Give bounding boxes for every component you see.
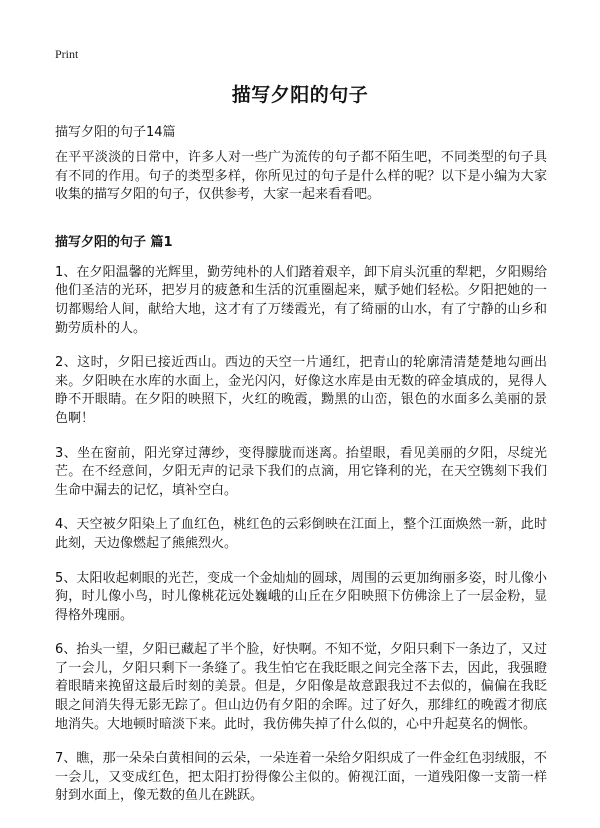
intro-paragraph: 在平平淡淡的日常中，许多人对一些广为流传的句子都不陌生吧，不同类型的句子具有不同的作用。句子的类型多样，你所见过的句子是什么样的呢？以下是小编为大家收集的描写夕阳的句子，仅供参考，大家一起来看看吧。 — [55, 150, 547, 203]
paragraph-1: 1、在夕阳温馨的光辉里，勤劳纯朴的人们踏着艰辛，卸下肩头沉重的犁耙，夕阳赐给他们圣洁的光环，把岁月的疲惫和生活的沉重圈起来，赋予她们轻松。夕阳把她的一切都赐给人间，献给大地，这才有了万缕霞光，有了绮丽的山水，有了宁静的山乡和勤劳质朴的人。 — [55, 264, 547, 336]
print-link[interactable]: Print — [55, 47, 79, 61]
article-body — [55, 149, 547, 822]
page-subtitle: 描写夕阳的句子14篇 — [55, 125, 176, 140]
page-title: 描写夕阳的句子 — [231, 84, 369, 106]
section-heading: 描写夕阳的句子 篇1 — [55, 234, 173, 250]
paragraph-3: 3、坐在窗前，阳光穿过薄纱，变得朦胧而迷离。抬望眼，看见美丽的夕阳，尽绽光芒。在不经意间，夕阳无声的记录下我们的点滴，用它锋利的光，在天空镌刻下我们生命中漏去的记忆，填补空白。 — [55, 445, 547, 498]
paragraph-2: 2、这时，夕阳已接近西山。西边的天空一片通红，把青山的轮廓清清楚楚地勾画出来。夕阳映在水库的水面上，金光闪闪，好像这水库是由无数的碎金填成的，晃得人睁不开眼睛。在夕阳的映照下，火红的晚霞，黝黑的山峦，银色的水面多么美丽的景色啊！ — [55, 355, 547, 426]
paragraph-4: 4、天空被夕阳染上了血红色，桃红色的云彩倒映在江面上，整个江面焕然一新，此时此刻，天边像燃起了熊熊烈火。 — [55, 517, 547, 551]
paragraph-6: 6、抬头一望，夕阳已藏起了半个脸，好快啊。不知不觉，夕阳只剩下一条边了，又过了一会儿，夕阳只剩下一条缝了。我生怕它在我眨眼之间完全落下去，因此，我强瞪着眼睛来挽留这最后时刻的美景。但是，夕阳像是故意跟我过不去似的，偏偏在我眨眼之间消失得无影无踪了。但山边仍有夕阳的余晖。过了好久，那绯红的晚霞才彻底地消失。大地顿时暗淡下来。此时，我仿佛失掉了什么似的，心中升起莫名的惆怅。 — [55, 642, 547, 732]
paragraph-5: 5、太阳收起刺眼的光芒，变成一个金灿灿的圆球，周围的云更加绚丽多姿，时儿像小狗，时儿像小鸟，时儿像桃花远处巍峨的山丘在夕阳映照下仿佛涂上了一层金粉，显得格外瑰丽。 — [55, 570, 547, 623]
paragraph-7: 7、瞧，那一朵朵白黄相间的云朵，一朵连着一朵给夕阳织成了一件金红色羽绒服，不一会儿，又变成红色，把太阳打扮得像公主似的。俯视江面，一道残阳像一支箭一样射到水面上，像无数的鱼儿在跳跃。 — [55, 751, 547, 804]
